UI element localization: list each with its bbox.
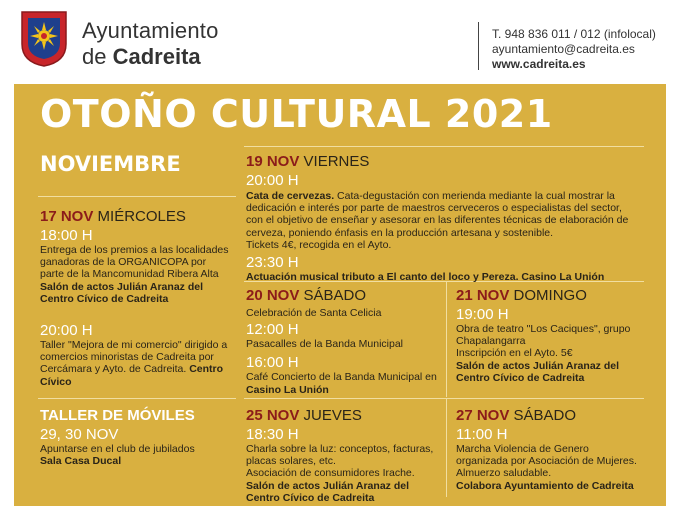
event-25-nov [246, 407, 442, 504]
divider [446, 282, 447, 397]
event-description: Taller "Mejora de mi comercio" dirigido a comercios minoristas de Cadreita por Cercámara y Ayto. de Cadreita. Centro Cívico [40, 339, 228, 388]
event-tickets: Tickets 4€, recogida en el Ayto. [246, 238, 392, 251]
event-date-heading: 20 NOV SÁBADO [246, 287, 367, 304]
divider [38, 398, 236, 399]
event-description: Marcha Violencia de Genero organizada por Asociación de Mujeres. Almuerzo saludable. [456, 443, 637, 480]
divider [38, 196, 236, 197]
event-description: Asociación de consumidores Irache. [246, 467, 415, 480]
email-text: ayuntamiento@cadreita.es [492, 42, 635, 56]
divider [244, 146, 644, 147]
event-title: Actuación musical tributo a El canto del loco y Pereza. Casino La Unión [246, 271, 605, 284]
event-time: 20:00 H [246, 172, 299, 189]
event-20-nov [246, 287, 442, 396]
poster-title: OTOÑO CULTURAL 2021 [40, 92, 553, 136]
divider [244, 398, 644, 399]
event-title: TALLER DE MÓVILES [40, 407, 195, 424]
event-description: Charla sobre la luz: conceptos, facturas, placas solares, etc. [246, 443, 434, 468]
event-venue: Salón de actos Julián Aranaz del Centro Cívico de Cadreita [456, 359, 619, 384]
header-divider [478, 22, 479, 70]
event-date-heading: 19 NOV VIERNES [246, 153, 370, 170]
event-19-nov [246, 153, 636, 283]
event-description: Obra de teatro "Los Caciques", grupo Chapalangarra [456, 323, 631, 348]
event-time: 18:30 H [246, 426, 299, 443]
event-date-heading: 21 NOV DOMINGO [456, 287, 587, 304]
town-name: Cadreita [112, 44, 201, 69]
event-date-heading: 25 NOV JUEVES [246, 407, 362, 424]
event-description: Cata de cervezas. Cata-degustación con merienda mediante la cual mostrar la dedicación e interés por parte de maestros cerveceros o especialistas del sector, con el objetivo de enseñar y asesorar en las diferentes técnicas de elaboración de cerveza, poniendo énfasis en la producción artesana y sostenible. [246, 190, 629, 239]
event-time: 11:00 H [456, 426, 508, 443]
event-venue: Salón de actos Julián Aranaz del Centro Cívico de Cadreita [40, 280, 203, 305]
coat-of-arms-icon [20, 10, 68, 68]
event-date-heading: 27 NOV SÁBADO [456, 407, 577, 424]
event-time: 19:00 H [456, 306, 509, 323]
event-dates: 29, 30 NOV [40, 426, 119, 443]
event-description: Apuntarse en el club de jubilados [40, 443, 195, 455]
org-name-line2: de Cadreita [82, 44, 201, 69]
divider [446, 399, 447, 497]
event-description: Café Concierto de la Banda Municipal en Casino La Unión [246, 371, 437, 396]
event-time: 12:00 H [246, 321, 299, 339]
event-description: Celebración de Santa Celicia [246, 307, 382, 319]
event-description: Inscripción en el Ayto. 5€ [456, 347, 573, 360]
phone-text: T. 948 836 011 / 012 (infolocal) [492, 27, 656, 41]
website-link[interactable]: www.cadreita.es [492, 57, 586, 71]
event-date-heading: 17 NOV MIÉRCOLES [40, 208, 186, 225]
event-time: 23:30 H [246, 254, 299, 272]
event-venue: Sala Casa Ducal [40, 455, 122, 468]
event-description: Pasacalles de la Banda Municipal [246, 338, 404, 351]
event-21-nov [456, 287, 642, 384]
org-name-line1: Ayuntamiento [82, 18, 219, 43]
header [0, 0, 680, 82]
event-time: 16:00 H [246, 354, 299, 372]
event-venue: Salón de actos Julián Aranaz del Centro Cívico de Cadreita [246, 479, 409, 504]
event-27-nov [456, 407, 642, 492]
event-time: 18:00 H [40, 227, 93, 244]
event-description: Entrega de los premios a las localidades ganadoras de la ORGANICOPA por parte de la Mancomunidad Ribera Alta [40, 244, 229, 281]
event-taller-moviles [40, 407, 236, 467]
event-time: 20:00 H [40, 322, 93, 340]
month-heading: NOVIEMBRE [40, 152, 181, 176]
event-17-nov [40, 208, 230, 388]
event-venue: Colabora Ayuntamiento de Cadreita [456, 479, 634, 492]
